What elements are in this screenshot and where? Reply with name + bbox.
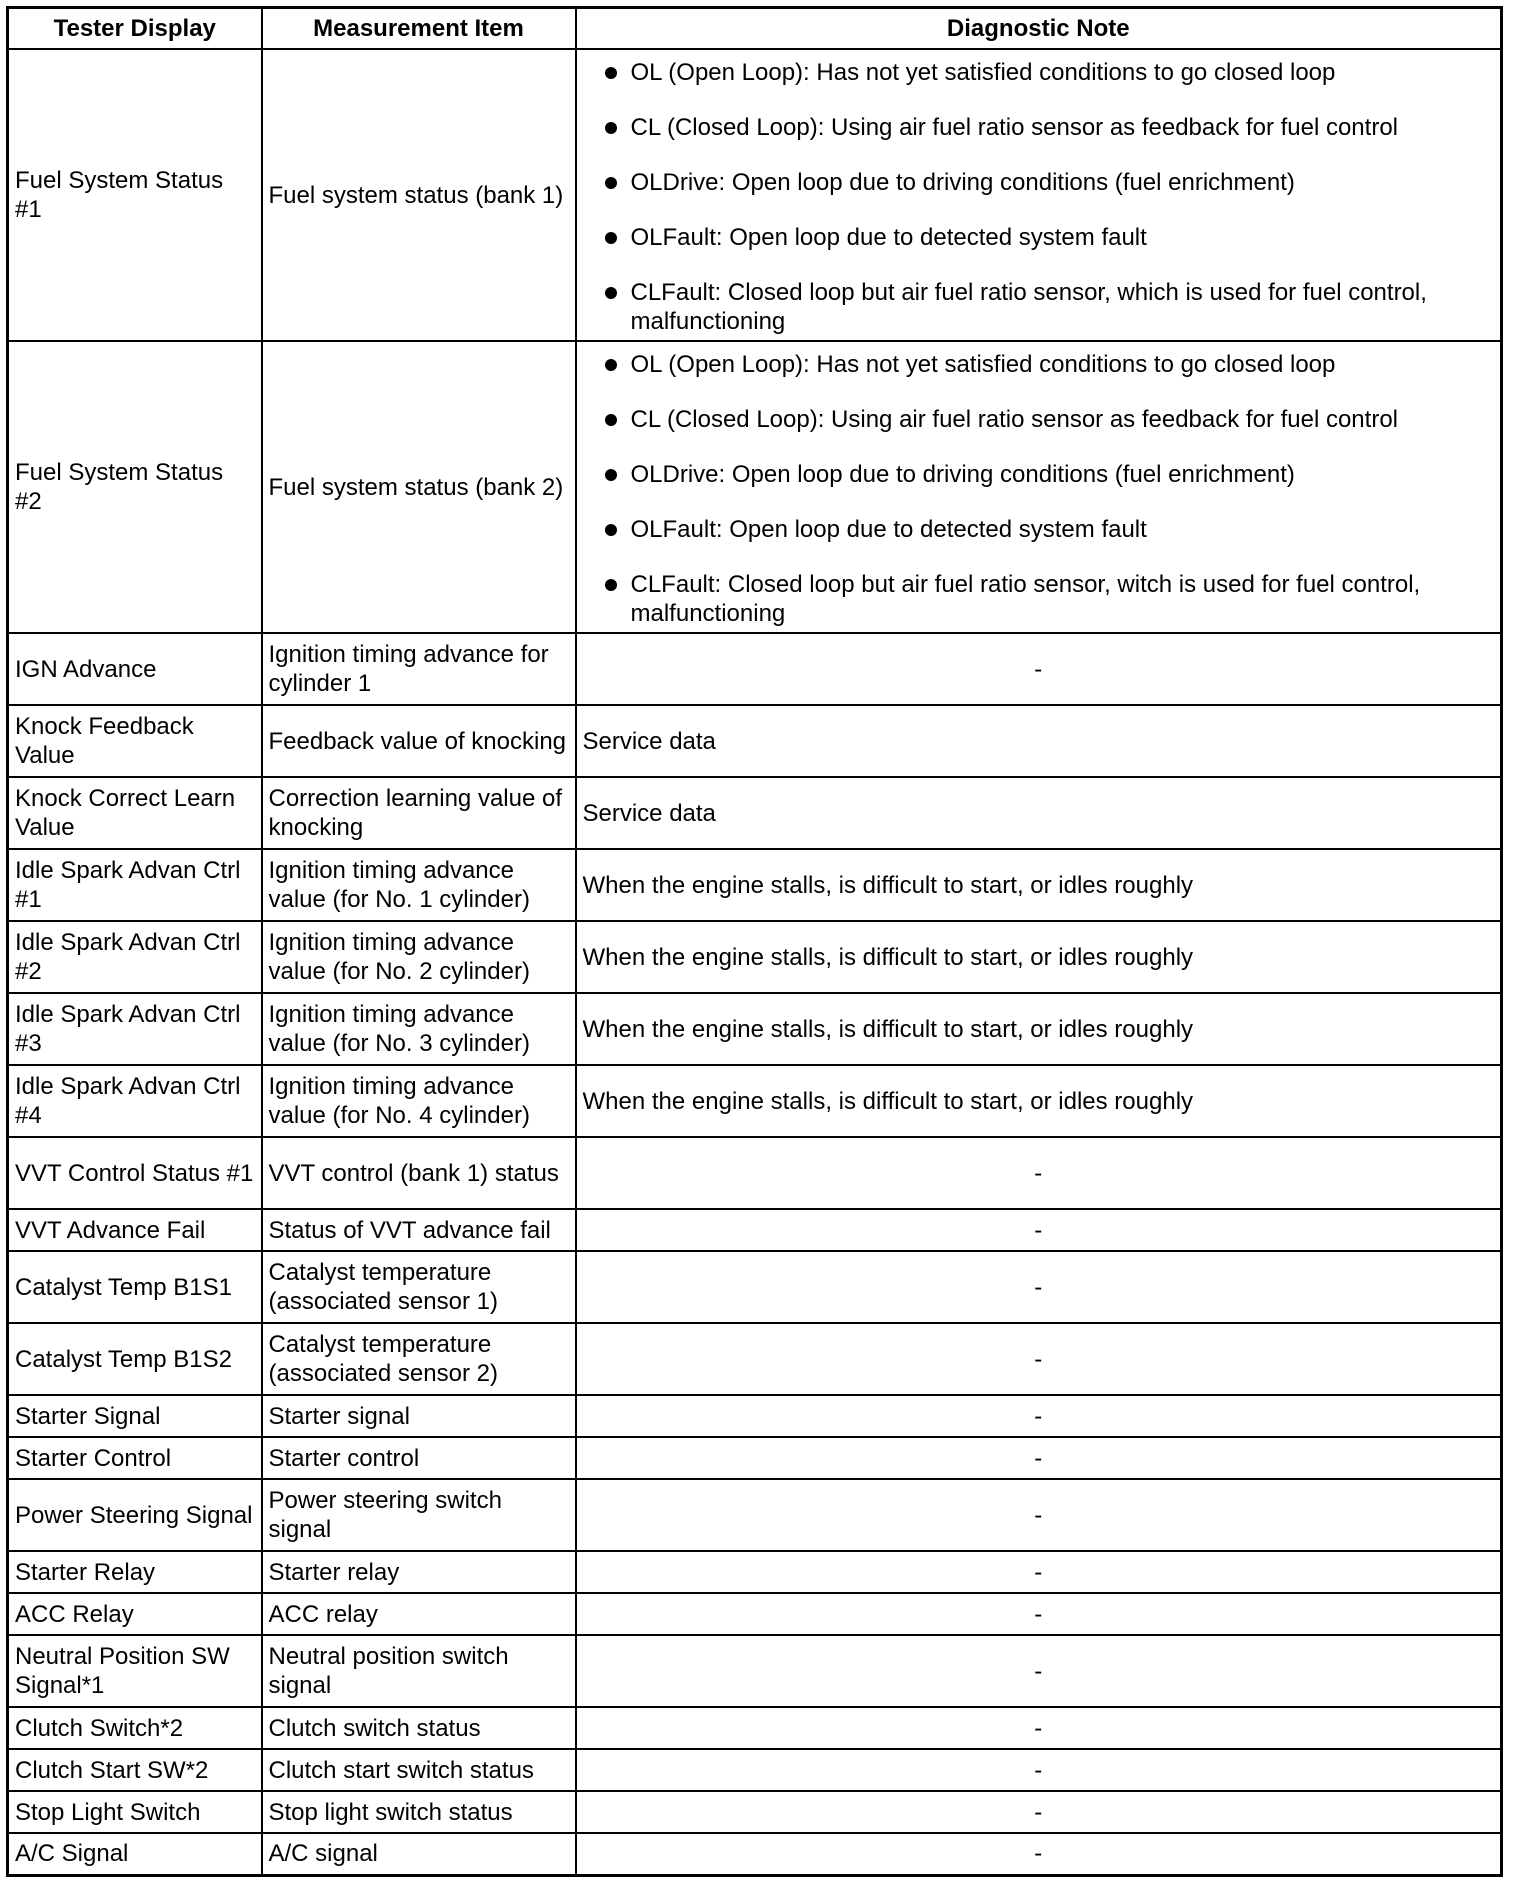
diagnostic-note-cell bbox=[576, 341, 1502, 633]
measurement-item-cell: Ignition timing advance value (for No. 3 cylinder) bbox=[262, 993, 576, 1065]
diagnostic-note-cell: - bbox=[576, 1635, 1502, 1707]
table-row-fuel-status-2 bbox=[8, 341, 1502, 633]
note-bullet-item: CLFault: Closed loop but air fuel ratio sensor, witch is used for fuel control, malfunctioning bbox=[583, 570, 1495, 628]
note-bullet-list bbox=[583, 58, 1495, 336]
table-row bbox=[8, 993, 1502, 1065]
diagnostic-note-cell: When the engine stalls, is difficult to start, or idles roughly bbox=[576, 921, 1502, 993]
diagnostic-note-cell: Service data bbox=[576, 705, 1502, 777]
diagnostic-note-cell: Service data bbox=[576, 777, 1502, 849]
tester-display-cell: Idle Spark Advan Ctrl #3 bbox=[8, 993, 262, 1065]
measurement-item-cell: Ignition timing advance value (for No. 1 cylinder) bbox=[262, 849, 576, 921]
header-measurement-item: Measurement Item bbox=[262, 8, 576, 50]
measurement-item-cell: Correction learning value of knocking bbox=[262, 777, 576, 849]
tester-display-cell: VVT Control Status #1 bbox=[8, 1137, 262, 1209]
diagnostic-note-cell: - bbox=[576, 1209, 1502, 1251]
diagnostic-note-cell: - bbox=[576, 1251, 1502, 1323]
tester-display-cell: Clutch Switch*2 bbox=[8, 1707, 262, 1749]
table-row bbox=[8, 1065, 1502, 1137]
measurement-item-cell: Neutral position switch signal bbox=[262, 1635, 576, 1707]
diagnostic-note-cell: - bbox=[576, 1395, 1502, 1437]
table-row bbox=[8, 1209, 1502, 1251]
table-row bbox=[8, 1437, 1502, 1479]
measurement-item-cell: Ignition timing advance value (for No. 2 cylinder) bbox=[262, 921, 576, 993]
tester-display-cell: Idle Spark Advan Ctrl #1 bbox=[8, 849, 262, 921]
tester-display-cell: IGN Advance bbox=[8, 633, 262, 705]
diagnostic-note-cell bbox=[576, 49, 1502, 341]
tester-display-cell: ACC Relay bbox=[8, 1593, 262, 1635]
diagnostic-note-cell: - bbox=[576, 1833, 1502, 1875]
header-diagnostic-note: Diagnostic Note bbox=[576, 8, 1502, 50]
diagnostic-note-cell: - bbox=[576, 1137, 1502, 1209]
measurement-item-cell: Status of VVT advance fail bbox=[262, 1209, 576, 1251]
measurement-item-cell: Clutch start switch status bbox=[262, 1749, 576, 1791]
diagnostic-note-cell: - bbox=[576, 1791, 1502, 1833]
diagnostic-note-cell: - bbox=[576, 1551, 1502, 1593]
diagnostic-note-cell: - bbox=[576, 633, 1502, 705]
data-list-table bbox=[6, 6, 1503, 1877]
measurement-item-cell: Starter relay bbox=[262, 1551, 576, 1593]
tester-display-cell: Starter Signal bbox=[8, 1395, 262, 1437]
diagnostic-note-cell: - bbox=[576, 1437, 1502, 1479]
table-row bbox=[8, 1749, 1502, 1791]
table-row bbox=[8, 1707, 1502, 1749]
diagnostic-note-cell: - bbox=[576, 1707, 1502, 1749]
table-row bbox=[8, 921, 1502, 993]
table-row bbox=[8, 1593, 1502, 1635]
table-row bbox=[8, 849, 1502, 921]
measurement-item-cell: Stop light switch status bbox=[262, 1791, 576, 1833]
diagnostic-note-cell: - bbox=[576, 1479, 1502, 1551]
tester-display-cell: Idle Spark Advan Ctrl #4 bbox=[8, 1065, 262, 1137]
table-row bbox=[8, 1251, 1502, 1323]
tester-display-cell: Idle Spark Advan Ctrl #2 bbox=[8, 921, 262, 993]
measurement-item-cell: Fuel system status (bank 1) bbox=[262, 49, 576, 341]
diagnostic-note-cell: When the engine stalls, is difficult to start, or idles roughly bbox=[576, 849, 1502, 921]
diagnostic-note-cell: - bbox=[576, 1749, 1502, 1791]
measurement-item-cell: Feedback value of knocking bbox=[262, 705, 576, 777]
table-row bbox=[8, 1791, 1502, 1833]
measurement-item-cell: Ignition timing advance value (for No. 4 cylinder) bbox=[262, 1065, 576, 1137]
note-bullet-item: CL (Closed Loop): Using air fuel ratio sensor as feedback for fuel control bbox=[583, 113, 1495, 142]
tester-display-cell: Fuel System Status #1 bbox=[8, 49, 262, 341]
note-bullet-item: OL (Open Loop): Has not yet satisfied conditions to go closed loop bbox=[583, 350, 1495, 379]
note-bullet-item: OLFault: Open loop due to detected system fault bbox=[583, 515, 1495, 544]
tester-display-cell: Starter Control bbox=[8, 1437, 262, 1479]
table-row bbox=[8, 1323, 1502, 1395]
measurement-item-cell: Power steering switch signal bbox=[262, 1479, 576, 1551]
diagnostic-note-cell: When the engine stalls, is difficult to start, or idles roughly bbox=[576, 993, 1502, 1065]
tester-display-cell: Clutch Start SW*2 bbox=[8, 1749, 262, 1791]
header-row bbox=[8, 8, 1502, 50]
note-bullet-item: OL (Open Loop): Has not yet satisfied conditions to go closed loop bbox=[583, 58, 1495, 87]
table-row bbox=[8, 777, 1502, 849]
tester-display-cell: Neutral Position SW Signal*1 bbox=[8, 1635, 262, 1707]
measurement-item-cell: Fuel system status (bank 2) bbox=[262, 341, 576, 633]
table-row bbox=[8, 633, 1502, 705]
tester-display-cell: Knock Feedback Value bbox=[8, 705, 262, 777]
tester-display-cell: Fuel System Status #2 bbox=[8, 341, 262, 633]
diagnostic-note-cell: - bbox=[576, 1323, 1502, 1395]
table-row bbox=[8, 1635, 1502, 1707]
diagnostic-note-cell: - bbox=[576, 1593, 1502, 1635]
note-bullet-item: OLFault: Open loop due to detected system fault bbox=[583, 223, 1495, 252]
note-bullet-item: OLDrive: Open loop due to driving conditions (fuel enrichment) bbox=[583, 460, 1495, 489]
tester-display-cell: Catalyst Temp B1S2 bbox=[8, 1323, 262, 1395]
measurement-item-cell: ACC relay bbox=[262, 1593, 576, 1635]
note-bullet-item: CL (Closed Loop): Using air fuel ratio sensor as feedback for fuel control bbox=[583, 405, 1495, 434]
note-bullet-item: OLDrive: Open loop due to driving conditions (fuel enrichment) bbox=[583, 168, 1495, 197]
tester-display-cell: Catalyst Temp B1S1 bbox=[8, 1251, 262, 1323]
table-row bbox=[8, 1551, 1502, 1593]
table-row bbox=[8, 705, 1502, 777]
tester-display-cell: A/C Signal bbox=[8, 1833, 262, 1875]
tester-display-cell: Starter Relay bbox=[8, 1551, 262, 1593]
header-tester-display: Tester Display bbox=[8, 8, 262, 50]
table-row bbox=[8, 1479, 1502, 1551]
measurement-item-cell: VVT control (bank 1) status bbox=[262, 1137, 576, 1209]
tester-display-cell: VVT Advance Fail bbox=[8, 1209, 262, 1251]
note-bullet-item: CLFault: Closed loop but air fuel ratio sensor, which is used for fuel control, malfunctioning bbox=[583, 278, 1495, 336]
tester-display-cell: Power Steering Signal bbox=[8, 1479, 262, 1551]
measurement-item-cell: Catalyst temperature (associated sensor 1) bbox=[262, 1251, 576, 1323]
measurement-item-cell: Starter control bbox=[262, 1437, 576, 1479]
measurement-item-cell: Catalyst temperature (associated sensor 2) bbox=[262, 1323, 576, 1395]
measurement-item-cell: A/C signal bbox=[262, 1833, 576, 1875]
table-row bbox=[8, 1137, 1502, 1209]
note-bullet-list bbox=[583, 350, 1495, 628]
tester-display-cell: Knock Correct Learn Value bbox=[8, 777, 262, 849]
measurement-item-cell: Clutch switch status bbox=[262, 1707, 576, 1749]
measurement-item-cell: Starter signal bbox=[262, 1395, 576, 1437]
table-row-fuel-status-1 bbox=[8, 49, 1502, 341]
diagnostic-note-cell: When the engine stalls, is difficult to start, or idles roughly bbox=[576, 1065, 1502, 1137]
measurement-item-cell: Ignition timing advance for cylinder 1 bbox=[262, 633, 576, 705]
table-row bbox=[8, 1395, 1502, 1437]
tester-display-cell: Stop Light Switch bbox=[8, 1791, 262, 1833]
table-row bbox=[8, 1833, 1502, 1875]
